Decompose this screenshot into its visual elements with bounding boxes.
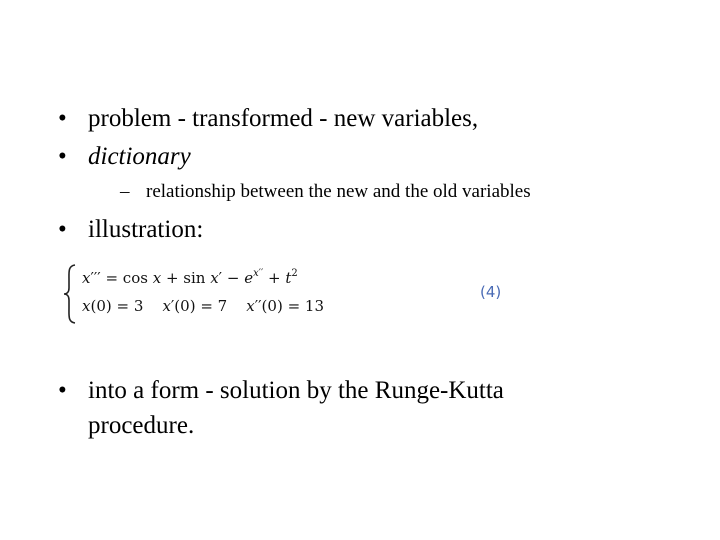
bullet-text-runge-kutta-line2: procedure. <box>88 412 195 439</box>
sub-bullet-relationship <box>120 180 531 204</box>
bullet-text-illustration: illustration: <box>88 216 204 243</box>
bullet-marker: • <box>58 105 67 132</box>
bullet-runge-kutta <box>58 374 504 408</box>
bullet-text-runge-kutta-line1: into a form - solution by the Runge-Kutta <box>88 377 504 404</box>
equation-number: (4) <box>480 283 502 301</box>
bullet-text-dictionary: dictionary <box>88 143 191 170</box>
sub-bullet-text: relationship between the new and the old variables <box>146 181 531 202</box>
equation-row-ode: $x''' = \cos x + \sin x' - e^{x''} + t^2$ <box>82 268 298 287</box>
bullet-text-problem: problem - transformed - new variables, <box>88 105 479 132</box>
bullet-marker: • <box>58 377 67 404</box>
bullet-marker: • <box>58 216 67 243</box>
bullet-marker: • <box>58 143 67 170</box>
left-brace-icon <box>62 264 78 324</box>
bullet-problem <box>58 102 478 136</box>
sub-bullet-marker: – <box>120 181 130 202</box>
equation-system <box>62 262 512 326</box>
bullet-dictionary <box>58 140 191 174</box>
bullet-illustration <box>58 213 203 247</box>
bullet-runge-kutta-continuation <box>88 409 194 443</box>
equation-row-initial-conditions: x(0) = 3 x′(0) = 7 x′′(0) = 13 <box>82 297 325 315</box>
